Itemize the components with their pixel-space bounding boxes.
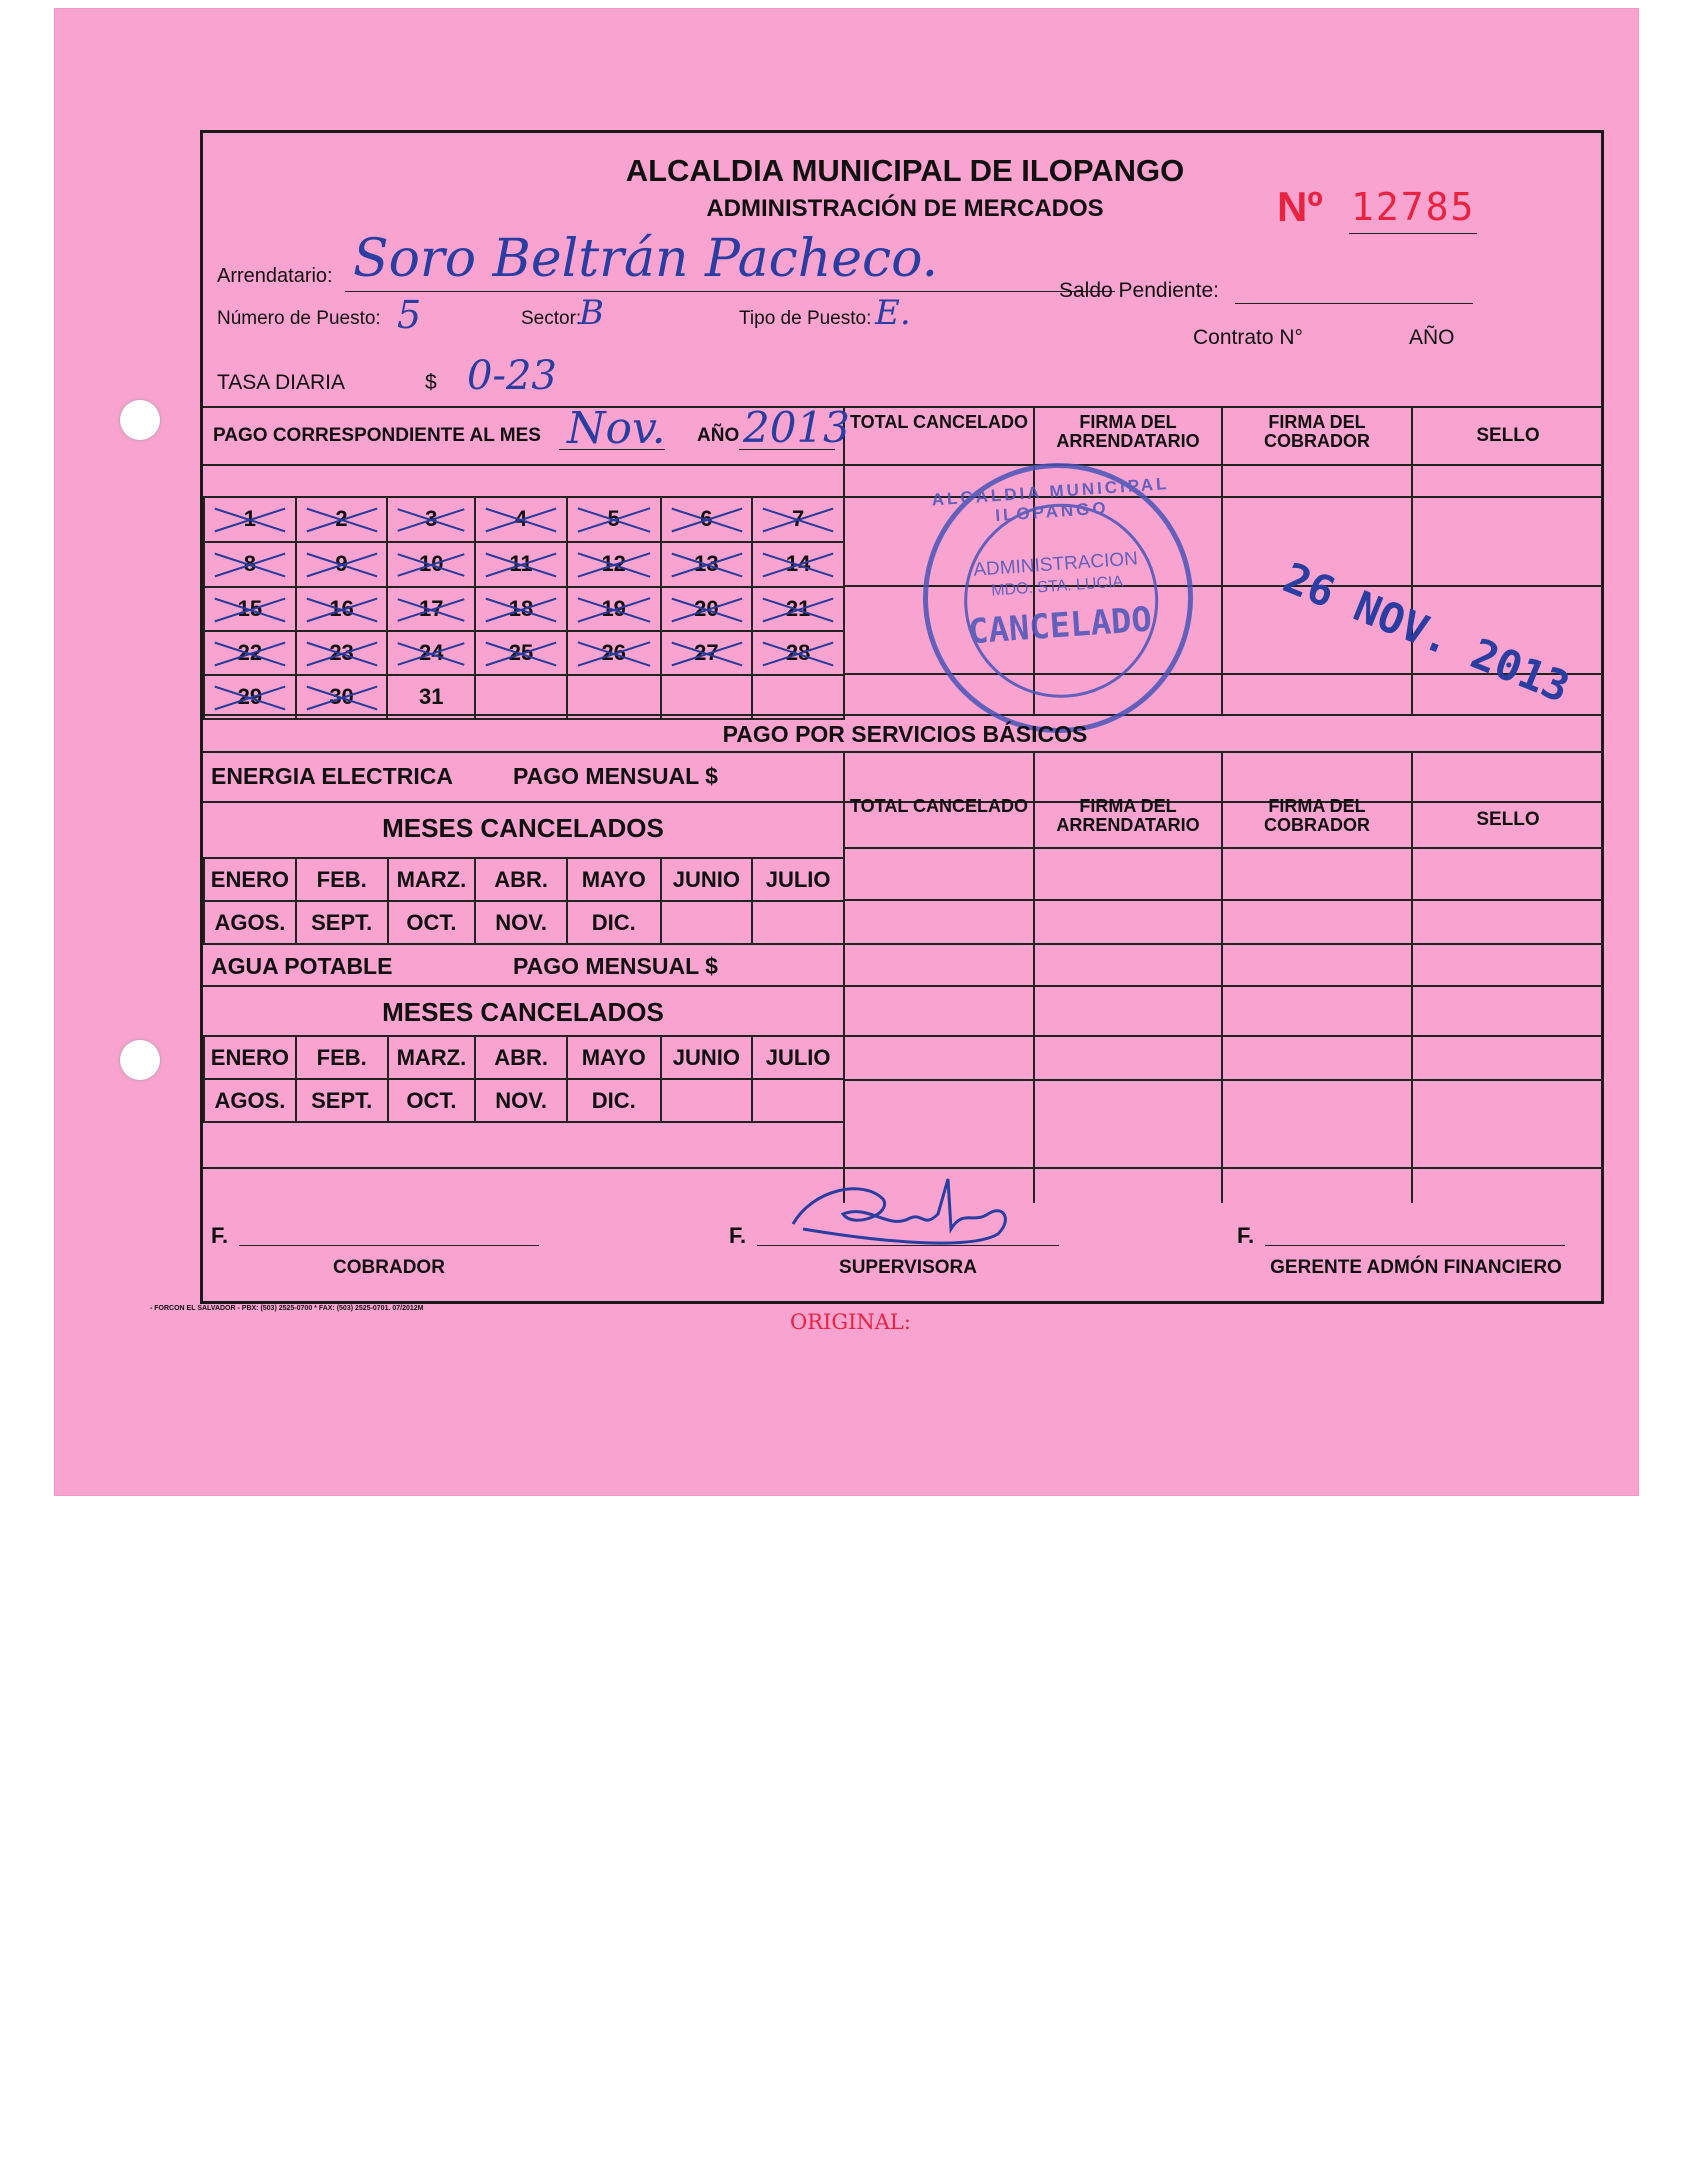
calendar-day-number: 8 xyxy=(243,551,256,576)
sector-value: B xyxy=(579,293,604,333)
calendar-day-number: 16 xyxy=(329,595,354,621)
calendar-day xyxy=(204,542,296,587)
calendar-day xyxy=(661,631,753,675)
firma-cobrador-prefix: F. xyxy=(211,1223,229,1248)
services-col-firma-cob: FIRMA DEL COBRADOR xyxy=(1264,796,1370,835)
services-col-firma-arr: FIRMA DEL ARRENDATARIO xyxy=(1056,796,1200,835)
calendar-day-number: 25 xyxy=(508,639,534,665)
month-cell: MARZ. xyxy=(388,1036,476,1079)
calendar-day-number: 31 xyxy=(419,683,444,709)
month-cell: OCT. xyxy=(388,1079,476,1122)
printer-footer: - FORCON EL SALVADOR - PBX: (503) 2525-0700 * FAX: (503) 2525-0701. 07/2012M xyxy=(150,1305,424,1312)
number-label: Nº xyxy=(1277,183,1323,230)
calendar-day xyxy=(204,587,296,631)
month-cell: JULIO xyxy=(752,1036,844,1079)
calendar-day-number: 3 xyxy=(425,506,438,532)
calendar-day-number: 12 xyxy=(601,551,626,576)
month-cell xyxy=(661,901,753,944)
mes-label: PAGO CORRESPONDIENTE AL MES xyxy=(213,425,541,446)
month-cell xyxy=(752,901,844,944)
tasa-label: TASA DIARIA xyxy=(217,371,345,394)
calendar-day xyxy=(387,542,475,587)
month-cell: NOV. xyxy=(475,901,567,944)
calendar-day xyxy=(296,675,388,719)
tasa-currency: $ xyxy=(425,371,437,394)
month-cell: MAYO xyxy=(567,1036,661,1079)
calendar-day xyxy=(752,497,844,542)
agua-months-table xyxy=(203,1035,845,1123)
col-firma-cobrador: FIRMA DEL COBRADOR xyxy=(1264,412,1370,451)
calendar-day-number: 7 xyxy=(791,506,805,532)
cancelado-stamp xyxy=(914,454,1202,742)
contrato-anio-label: AÑO xyxy=(1409,326,1455,349)
agua-label: AGUA POTABLE xyxy=(211,953,393,979)
month-cell: OCT. xyxy=(388,901,476,944)
calendar-day xyxy=(387,631,475,675)
punch-hole xyxy=(120,400,160,440)
month-cell: JUNIO xyxy=(661,1036,753,1079)
calendar-day xyxy=(661,675,753,719)
col-firma-arrendatario: FIRMA DEL ARRENDATARIO xyxy=(1056,412,1200,451)
month-cell: ENERO xyxy=(204,1036,296,1079)
month-cell: MAYO xyxy=(567,858,661,901)
stamp-admin: ADMINISTRACION xyxy=(972,548,1139,581)
calendar-day-number: 26 xyxy=(601,639,626,665)
stamp-cancelado: CANCELADO xyxy=(966,599,1154,653)
month-cell: MARZ. xyxy=(388,858,476,901)
stamp-mercado: MDO. STA. LUCIA xyxy=(990,573,1124,600)
mes-value: Nov. xyxy=(567,403,666,454)
month-cell: ENERO xyxy=(204,858,296,901)
calendar-day xyxy=(752,542,844,587)
calendar-day xyxy=(661,542,753,587)
calendar-day xyxy=(387,497,475,542)
tasa-value: 0-23 xyxy=(467,353,557,399)
calendar-day xyxy=(567,631,661,675)
month-cell: ABR. xyxy=(475,1036,567,1079)
calendar-day-number: 30 xyxy=(329,683,354,709)
agua-meses-cancelados: MESES CANCELADOS xyxy=(382,997,664,1027)
services-col-sello: SELLO xyxy=(1476,809,1540,830)
pink-form-sheet xyxy=(54,8,1639,1496)
calendar-day-number: 23 xyxy=(329,639,354,665)
calendar-day xyxy=(204,497,296,542)
calendar-day-number: 6 xyxy=(700,506,713,532)
pago-anio-value: 2013 xyxy=(743,403,850,452)
calendar-day-number: 21 xyxy=(785,595,811,621)
month-cell: DIC. xyxy=(567,1079,661,1122)
calendar-day xyxy=(296,542,388,587)
calendar-day-number: 11 xyxy=(509,551,533,576)
calendar-day-number: 28 xyxy=(785,639,811,665)
month-cell: NOV. xyxy=(475,1079,567,1122)
month-cell: FEB. xyxy=(296,1036,388,1079)
receipt-form xyxy=(200,130,1604,1304)
calendar-day xyxy=(204,675,296,719)
calendar-day-number: 14 xyxy=(785,551,811,576)
calendar-day xyxy=(475,542,567,587)
calendar-day xyxy=(567,587,661,631)
firma-cobrador: COBRADOR xyxy=(333,1257,445,1278)
calendar-day-number: 4 xyxy=(514,506,528,532)
calendar-day xyxy=(387,587,475,631)
sector-label: Sector: xyxy=(521,308,582,329)
col-sello: SELLO xyxy=(1476,425,1540,446)
month-cell: FEB. xyxy=(296,858,388,901)
calendar-day xyxy=(567,497,661,542)
stamp-top-text: ALCALDIA MUNICIPAL ILOPANGO xyxy=(931,473,1171,526)
month-cell: AGOS. xyxy=(204,901,296,944)
month-cell: JULIO xyxy=(752,858,844,901)
calendar-day xyxy=(296,497,388,542)
tipo-value: E. xyxy=(875,293,911,333)
calendar-day-number: 29 xyxy=(237,683,263,709)
calendar-day-number: 22 xyxy=(237,639,263,665)
calendar-day xyxy=(475,631,567,675)
calendar-day-number: 20 xyxy=(694,595,719,621)
calendar-day-number: 15 xyxy=(237,595,263,621)
calendar-day xyxy=(567,675,661,719)
calendar-day-number: 10 xyxy=(419,551,444,576)
month-cell: SEPT. xyxy=(296,1079,388,1122)
calendar-day xyxy=(752,675,844,719)
form-number: 12785 xyxy=(1351,185,1476,229)
month-cell: SEPT. xyxy=(296,901,388,944)
arrendatario-value: Soro Beltrán Pacheco. xyxy=(353,229,939,289)
col-total-cancelado: TOTAL CANCELADO xyxy=(850,412,1028,432)
contrato-label: Contrato N° xyxy=(1193,326,1303,349)
pago-anio-label: AÑO xyxy=(697,425,740,446)
calendar-day-number: 9 xyxy=(335,551,348,576)
puesto-label: Número de Puesto: xyxy=(217,308,381,329)
firma-supervisora-prefix: F. xyxy=(729,1223,747,1248)
calendar-day xyxy=(204,631,296,675)
calendar-day-number: 27 xyxy=(694,639,719,665)
energia-meses-cancelados: MESES CANCELADOS xyxy=(382,813,664,843)
form-title: ALCALDIA MUNICIPAL DE ILOPANGO xyxy=(625,153,1185,188)
calendar-day xyxy=(661,587,753,631)
copy-label: ORIGINAL: xyxy=(790,1310,911,1334)
agua-pago-mensual: PAGO MENSUAL $ xyxy=(513,953,718,979)
calendar-day-number: 1 xyxy=(243,506,256,532)
calendar-day xyxy=(475,675,567,719)
puesto-value: 5 xyxy=(397,293,422,337)
tipo-label: Tipo de Puesto: xyxy=(739,308,872,329)
calendar-day xyxy=(475,497,567,542)
calendar-day-number: 18 xyxy=(508,595,534,621)
calendar-day-number: 13 xyxy=(694,551,719,576)
date-stamp: 26 NOV. 2013 xyxy=(1276,553,1577,713)
energia-pago-mensual: PAGO MENSUAL $ xyxy=(513,763,718,789)
calendar-day-number: 2 xyxy=(335,506,348,532)
calendar-day-number: 24 xyxy=(419,639,444,665)
month-cell: ABR. xyxy=(475,858,567,901)
calendar-day xyxy=(752,587,844,631)
month-cell: DIC. xyxy=(567,901,661,944)
saldo-label: Saldo Pendiente: xyxy=(1059,279,1219,302)
calendar-day-number: 17 xyxy=(419,595,444,621)
days-calendar xyxy=(203,496,845,720)
firma-gerente: GERENTE ADMÓN FINANCIERO xyxy=(1270,1257,1562,1278)
supervisora-signature xyxy=(773,1169,1023,1259)
energia-months-table xyxy=(203,857,845,945)
energia-label: ENERGIA ELECTRICA xyxy=(211,763,453,789)
firma-gerente-prefix: F. xyxy=(1237,1223,1255,1248)
calendar-day-number: 19 xyxy=(601,595,626,621)
calendar-day xyxy=(567,542,661,587)
calendar-day xyxy=(296,631,388,675)
form-subtitle: ADMINISTRACIÓN DE MERCADOS xyxy=(706,195,1104,222)
firma-supervisora: SUPERVISORA xyxy=(839,1257,977,1278)
month-cell xyxy=(752,1079,844,1122)
services-title: PAGO POR SERVICIOS BÁSICOS xyxy=(722,721,1088,747)
calendar-day xyxy=(752,631,844,675)
punch-hole xyxy=(120,1040,160,1080)
calendar-day xyxy=(661,497,753,542)
calendar-day xyxy=(387,675,475,719)
month-cell xyxy=(661,1079,753,1122)
services-col-total: TOTAL CANCELADO xyxy=(850,796,1028,816)
month-cell: JUNIO xyxy=(661,858,753,901)
month-cell: AGOS. xyxy=(204,1079,296,1122)
calendar-day xyxy=(475,587,567,631)
calendar-day-number: 5 xyxy=(607,506,620,532)
calendar-day xyxy=(296,587,388,631)
arrendatario-label: Arrendatario: xyxy=(217,265,333,287)
